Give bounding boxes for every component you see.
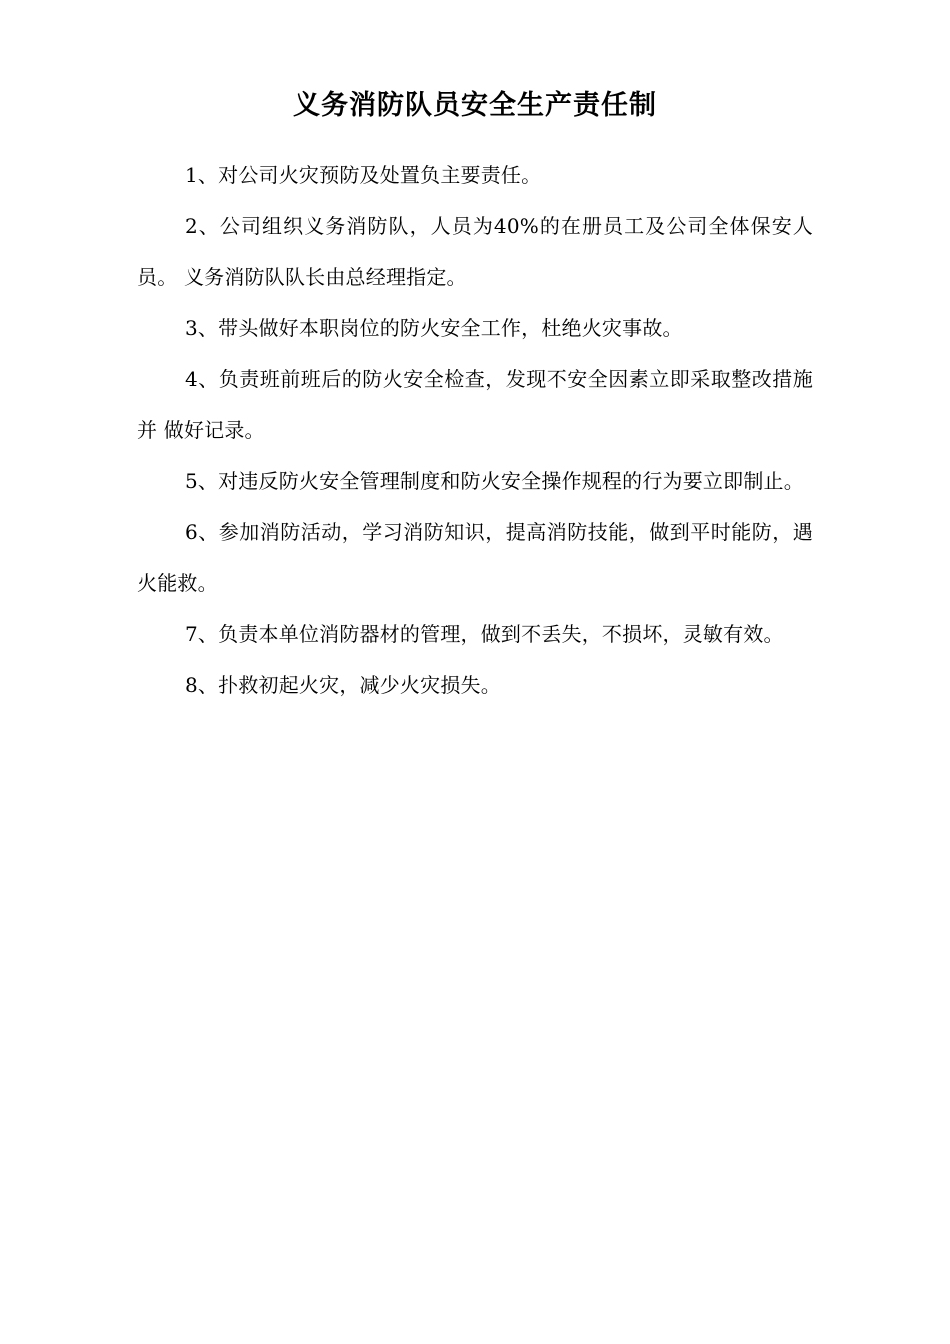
clause-1: 1、对公司火灾预防及处置负主要责任。 bbox=[185, 163, 542, 187]
clause-5: 5、对违反防火安全管理制度和防火安全操作规程的行为要立即制止。 bbox=[185, 469, 804, 493]
clause-6: 6、参加消防活动，学习消防知识，提高消防技能，做到平时能防，遇火能救。 bbox=[137, 520, 813, 595]
document-title: 义务消防队员安全生产责任制 bbox=[293, 90, 657, 121]
clause-3: 3、带头做好本职岗位的防火安全工作，杜绝火灾事故。 bbox=[185, 316, 683, 340]
document-body bbox=[137, 150, 813, 711]
clause-2: 2、公司组织义务消防队，人员为40%的在册员工及公司全体保安人员。 义务消防队队长由总经理指定。 bbox=[137, 214, 813, 289]
clause-4: 4、负责班前班后的防火安全检查，发现不安全因素立即采取整改措施并 做好记录。 bbox=[137, 367, 813, 442]
clause-8: 8、扑救初起火灾，减少火灾损失。 bbox=[185, 673, 501, 697]
clause-7: 7、负责本单位消防器材的管理，做到不丢失，不损坏，灵敏有效。 bbox=[185, 622, 784, 646]
